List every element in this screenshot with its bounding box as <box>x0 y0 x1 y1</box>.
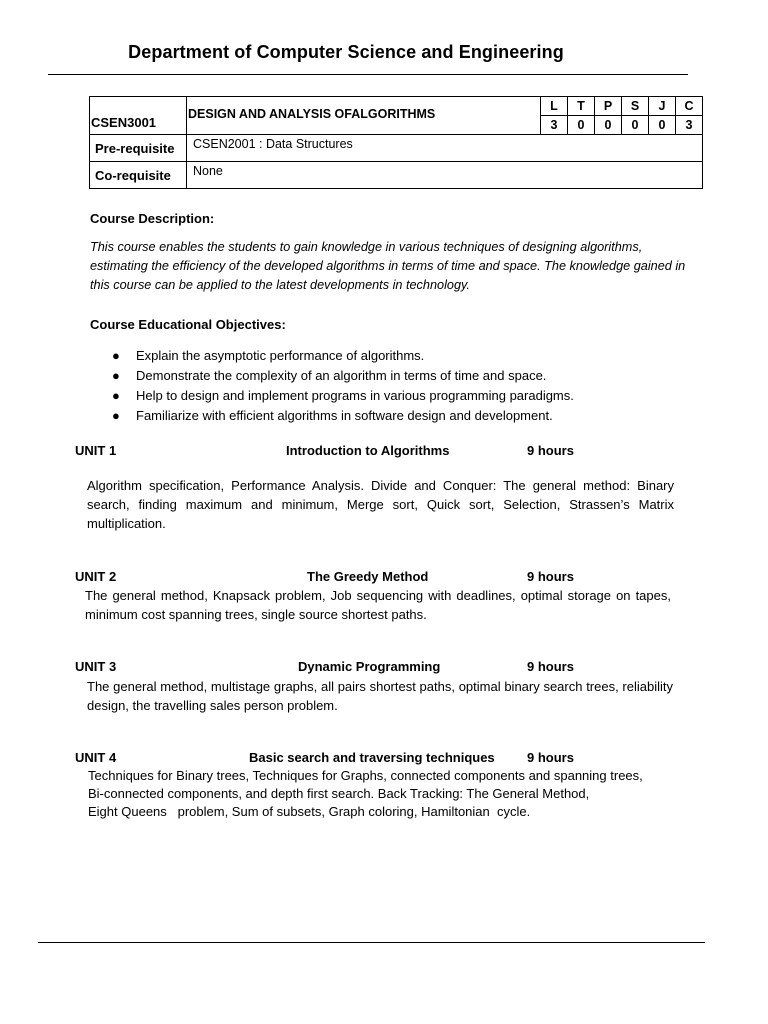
objective-text: Demonstrate the complexity of an algorithm in terms of time and space. <box>136 368 547 383</box>
unit-4-content-line-1: Techniques for Binary trees, Techniques for Graphs, connected components and spanning trees, <box>88 768 643 783</box>
ltpsjc-header-t: T <box>568 97 595 116</box>
objective-item <box>90 406 574 426</box>
unit-2-title: The Greedy Method <box>307 569 429 584</box>
bullet-icon: ● <box>112 368 120 383</box>
unit-1-title: Introduction to Algorithms <box>286 443 450 458</box>
objective-item <box>90 346 574 366</box>
objective-text: Explain the asymptotic performance of algorithms. <box>136 348 425 363</box>
ltpsjc-header-p: P <box>595 97 622 116</box>
ltpsjc-header-c: C <box>676 97 703 116</box>
objectives-list <box>90 346 574 426</box>
ltpsjc-value-p: 0 <box>595 116 622 135</box>
prerequisite-label: Pre-requisite <box>90 135 187 162</box>
unit-4-label: UNIT 4 <box>75 750 117 765</box>
course-description-text: This course enables the students to gain knowledge in various techniques of designing algorithms, estimating the efficiency of the developed algorithms in terms of time and space. The knowledge gained in this course can be applied to the latest developments in technology. <box>90 240 686 292</box>
unit-3-hours: 9 hours <box>527 659 574 674</box>
ltpsjc-header-l: L <box>541 97 568 116</box>
course-title: DESIGN AND ANALYSIS OFALGORITHMS <box>187 97 541 135</box>
ltpsjc-value-c: 3 <box>676 116 703 135</box>
ltpsjc-header-j: J <box>649 97 676 116</box>
unit-4-title: Basic search and traversing techniques <box>249 750 495 765</box>
objective-text: Familiarize with efficient algorithms in software design and development. <box>136 408 553 423</box>
unit-4-hours: 9 hours <box>527 750 574 765</box>
ltpsjc-value-s: 0 <box>622 116 649 135</box>
bullet-icon: ● <box>112 388 120 403</box>
objectives-heading: Course Educational Objectives: <box>90 317 286 332</box>
unit-3-label: UNIT 3 <box>75 659 117 674</box>
course-info-table <box>89 96 703 189</box>
unit-3-title: Dynamic Programming <box>298 659 441 674</box>
course-code: CSEN3001 <box>90 97 187 135</box>
bullet-icon: ● <box>112 348 120 363</box>
corequisite-value: None <box>187 162 703 189</box>
unit-4-content-line-3: Eight Queens problem, Sum of subsets, Graph coloring, Hamiltonian cycle. <box>88 804 531 819</box>
prerequisite-value: CSEN2001 : Data Structures <box>187 135 703 162</box>
ltpsjc-header-s: S <box>622 97 649 116</box>
unit-4-content-line-2: Bi-connected components, and depth first search. Back Tracking: The General Method, <box>88 786 590 801</box>
ltpsjc-value-l: 3 <box>541 116 568 135</box>
objective-item <box>90 366 574 386</box>
bullet-icon: ● <box>112 408 120 423</box>
unit-2-content: The general method, Knapsack problem, Job sequencing with deadlines, optimal storage on tapes, minimum cost spanning trees, single source shortest paths. <box>85 588 671 622</box>
department-title: Department of Computer Science and Engineering <box>128 42 564 62</box>
unit-1-hours: 9 hours <box>527 443 574 458</box>
course-description-heading: Course Description: <box>90 211 215 226</box>
bottom-divider <box>38 942 705 943</box>
unit-3-content: The general method, multistage graphs, all pairs shortest paths, optimal binary search trees, reliability design, the travelling sales person problem. <box>87 679 673 713</box>
unit-2-label: UNIT 2 <box>75 569 117 584</box>
unit-1-label: UNIT 1 <box>75 443 117 458</box>
unit-1-content: Algorithm specification, Performance Analysis. Divide and Conquer: The general method: Binary search, finding maximum and minimum, Merge sort, Quick sort, Selection, Strassen’s Matrix multiplication. <box>87 478 674 531</box>
ltpsjc-value-t: 0 <box>568 116 595 135</box>
top-divider <box>48 74 688 75</box>
objective-text: Help to design and implement programs in various programming paradigms. <box>136 388 574 403</box>
objective-item <box>90 386 574 406</box>
ltpsjc-value-j: 0 <box>649 116 676 135</box>
corequisite-label: Co-requisite <box>90 162 187 189</box>
unit-2-hours: 9 hours <box>527 569 574 584</box>
